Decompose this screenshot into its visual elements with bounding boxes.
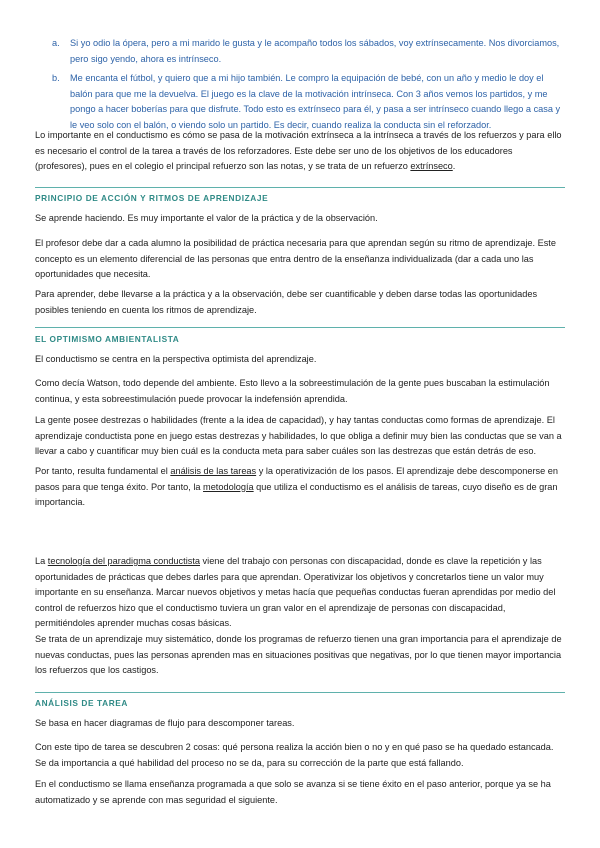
paragraph: Como decía Watson, todo depende del ambiente. Esto llevo a la sobreestimulación de la gente pues buscaban la estimulación continua, y esta sobreestimulación puede provocar la indefensión aprendida.	[35, 378, 550, 404]
paragraph: Se trata de un aprendizaje muy sistemático, donde los programas de refuerzo tienen una gran importancia para el aprendizaje de nuevas conductas, pues las personas aprenden mas en situaciones positivas que negativas, por lo que tienen mayor importancia los refuerzos que los castigos.	[35, 634, 562, 675]
paragraph-text: viene del trabajo con personas con discapacidad, donde es clave la repetición y las oportunidades de prácticas que debes darles para que aprendan. Operativizar los objetivos y concretarlos tiene un valor muy importante en su enseñanza. Marcar nuevos objetivos y metas hacía que pequeñas conductas fueran aprendidas por medio del control de refuerzos hizo que el conductismo tuviera un gran valor en el aprendizaje de personas con discapacidad, permitiéndoles aprender muchas cosas básicas.	[35, 556, 556, 628]
paragraph-text: que utiliza el conductismo es el análisis de tareas, cuyo diseño es de gran importancia.	[35, 481, 558, 507]
list-item-text: Me encanta el fútbol, y quiero que a mi hijo también. Le compro la equipación de bebé, con un año y medio le doy el balón para que me la devuelva. El juego es la clave de la motivación intrínseca. Con 3 años vemos los partidos, y me pongo a hacer boberías para que disfrute. Todo esto es extrínseco para él, y pasa a ser intrínseco cuando llego a casa y le veo solo con el balón, o viendo solo un partido. Es decir, cuando realiza la conducta sin el reforzador.	[70, 73, 561, 130]
paragraph: Con este tipo de tarea se descubren 2 cosas: qué persona realiza la acción bien o no y en qué paso se ha quedado estancada. Se da importancia a qué habilidad del proceso no se da, para su corrección de la parte que está fallando.	[35, 742, 554, 768]
paragraph: Se basa en hacer diagramas de flujo para descomponer tareas.	[35, 718, 295, 728]
paragraph	[35, 464, 565, 511]
section-optimismo-body-3	[35, 413, 565, 460]
paragraph: En el conductismo se llama enseñanza programada a que solo se avanza si se tiene éxito en el paso anterior, porque ya se ha automatizado y se aprende con mas seguridad el siguiente.	[35, 779, 551, 805]
section-optimismo-body-6	[35, 632, 565, 679]
section-optimismo-body-5	[35, 554, 565, 632]
paragraph-text: La	[35, 556, 48, 566]
section-optimismo-body-2	[35, 376, 565, 407]
link-tecnologia-paradigma[interactable]: tecnología del paradigma conductista	[47, 556, 200, 566]
paragraph: Se aprende haciendo. Es muy importante el valor de la práctica y de la observación.	[35, 213, 378, 223]
section-heading: PRINCIPIO DE ACCIÓN Y RITMOS DE APRENDIZAJE	[35, 193, 269, 203]
section-heading: EL OPTIMISMO AMBIENTALISTA	[35, 334, 180, 344]
link-extrinseco[interactable]: extrínseco	[410, 161, 453, 171]
section-principio-body-2	[35, 236, 565, 283]
section-optimismo	[35, 334, 565, 344]
section-divider	[35, 187, 565, 188]
list-item-text: Si yo odio la ópera, pero a mi marido le gusta y le acompaño todos los sábados, voy extrínsecamente. Nos divorciamos, pero sigo yendo, ahora es intrínseco.	[70, 38, 560, 64]
paragraph-text: y la operativización de los pasos. El aprendizaje debe descomponerse en pasos para que tenga éxito. Por tanto, la	[35, 466, 558, 492]
section-principio	[35, 193, 565, 203]
intro-paragraph-block	[35, 128, 565, 175]
list-marker: a.	[52, 38, 60, 48]
paragraph: El profesor debe dar a cada alumno la posibilidad de práctica necesaria para que aprendan según su ritmo de aprendizaje. Este concepto es un elemento diferencial de las personas que entra dentro de la enseñanza individualizada (dar a cada uno las oportunidades que necesita.	[35, 238, 556, 279]
paragraph-text: Por tanto, resulta fundamental el	[35, 466, 171, 476]
list-item	[52, 71, 562, 133]
section-heading: ANÁLISIS DE TAREA	[35, 698, 129, 708]
paragraph-text: Lo importante en el conductismo es cómo se pasa de la motivación extrínseca a la intrínseca a través de los refuerzos y para ello es necesario el control de la tarea a través de los reforzadores. Este debe ser uno de los objetivos de los educadores (profesores), pues en el colegio el principal refuerzo son las notas, y se trata de un refuerzo	[35, 130, 562, 171]
paragraph: El conductismo se centra en la perspectiva optimista del aprendizaje.	[35, 354, 317, 364]
section-analisis-body-3	[35, 777, 565, 808]
section-divider	[35, 327, 565, 328]
list-item	[52, 36, 562, 67]
section-optimismo-body-1	[35, 352, 565, 368]
section-analisis-body-2	[35, 740, 565, 771]
intro-paragraph	[35, 128, 565, 175]
link-metodologia[interactable]: metodología	[203, 481, 254, 492]
section-analisis	[35, 698, 565, 708]
paragraph: La gente posee destrezas o habilidades (frente a la idea de capacidad), y hay tantas conductas como formas de aprendizaje. El aprendizaje conductista pone en juego estas destrezas y habilidades, lo que obliga a definir muy bien las conductas que se van a llevar a cabo y cuantificar muy bien cuál es la conducta meta para saber cuáles son las destrezas que están detrás de eso.	[35, 415, 562, 456]
list-marker: b.	[52, 73, 60, 83]
examples-list	[52, 36, 562, 137]
section-principio-body-3	[35, 287, 565, 318]
link-analisis-tareas[interactable]: análisis de las tareas	[170, 466, 257, 476]
section-optimismo-body-4	[35, 464, 565, 511]
section-divider	[35, 692, 565, 693]
paragraph	[35, 554, 565, 632]
paragraph: Para aprender, debe llevarse a la práctica y a la observación, debe ser cuantificable y deben darse todas las oportunidades posibles teniendo en cuenta los ritmos de aprendizaje.	[35, 289, 538, 315]
section-analisis-body-1	[35, 716, 565, 732]
section-principio-body	[35, 211, 565, 227]
paragraph-end: .	[452, 161, 456, 171]
